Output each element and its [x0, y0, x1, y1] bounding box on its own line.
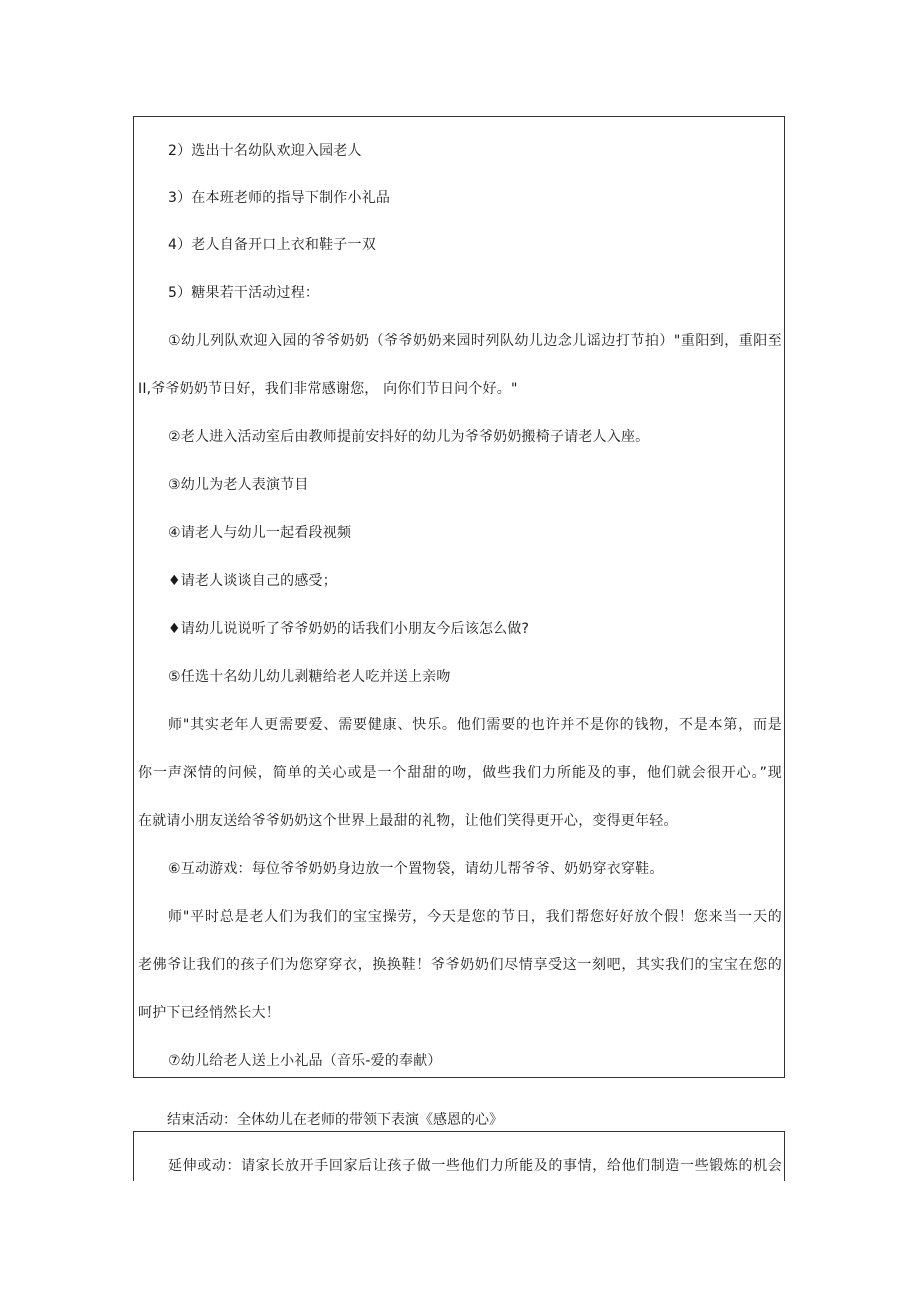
text-line: 在就请小朋友送给爷爷奶奶这个世界上最甜的礼物，让他们笑得更开心，变得更年轻。	[138, 813, 678, 829]
text-line: 师"平时总是老人们为我们的宝宝操劳，今天是您的节日，我们帮您好好放个假！您来当一天的	[168, 909, 782, 925]
text-line: 呵护下已经悄然长大！	[138, 1005, 280, 1021]
text-line: 4）老人自备开口上衣和鞋子一双	[168, 237, 376, 253]
extension-table-cell	[133, 1131, 785, 1181]
text-line: II,爷爷奶奶节日好，我们非常感谢您， 向你们节日问个好。"	[138, 381, 518, 397]
text-line: ⑥互动游戏：每位爷爷奶奶身边放一个置物袋，请幼儿帮爷爷、奶奶穿衣穿鞋。	[168, 861, 664, 877]
text-line: 延伸或动：请家长放开手回家后让孩子做一些他们力所能及的事情，给他们制造一些锻炼的机会	[168, 1158, 782, 1174]
text-line: ④请老人与幼儿一起看段视频	[168, 525, 352, 541]
text-line: ♦请幼儿说说听了爷爷奶奶的话我们小朋友今后该怎么做?	[168, 621, 530, 637]
text-line: ①幼儿列队欢迎入园的爷爷奶奶（爷爷奶奶来园时列队幼儿边念儿谣边打节拍）"重阳到，重阳至	[168, 333, 782, 349]
text-line: 3）在本班老师的指导下制作小礼品	[168, 190, 391, 206]
ending-activity: 结束活动：全体幼儿在老师的带领下表演《感恩的心》	[167, 1112, 503, 1128]
text-line: ③幼儿为老人表演节目	[168, 477, 309, 493]
text-line: 你一声深情的问候，简单的关心或是一个甜甜的吻，做些我们力所能及的事，他们就会很开心。”现	[138, 765, 782, 781]
text-line: ②老人进入活动室后由教师提前安抖好的幼儿为爷爷奶奶搬椅子请老人入座。	[168, 429, 650, 445]
text-line: ⑤任选十名幼儿幼儿剥糖给老人吃并送上亲吻	[168, 669, 451, 685]
text-line: ⑦幼儿给老人送上小礼品（音乐-爱的奉献）	[168, 1053, 442, 1069]
text-line: 5）糖果若干活动过程：	[168, 285, 320, 301]
text-line: 老佛爷让我们的孩子们为您穿穿衣，换换鞋！爷爷奶奶们尽情享受这一刻吧，其实我们的宝宝在您的	[138, 957, 782, 973]
text-line: ♦请老人谈谈自己的感受；	[168, 573, 337, 589]
text-line: 2）选出十名幼队欢迎入园老人	[168, 143, 362, 159]
text-line: 师"其实老年人更需要爱、需要健康、快乐。他们需要的也许并不是你的钱物，不是本第，而是	[168, 717, 782, 733]
content-table-cell	[133, 116, 785, 1078]
